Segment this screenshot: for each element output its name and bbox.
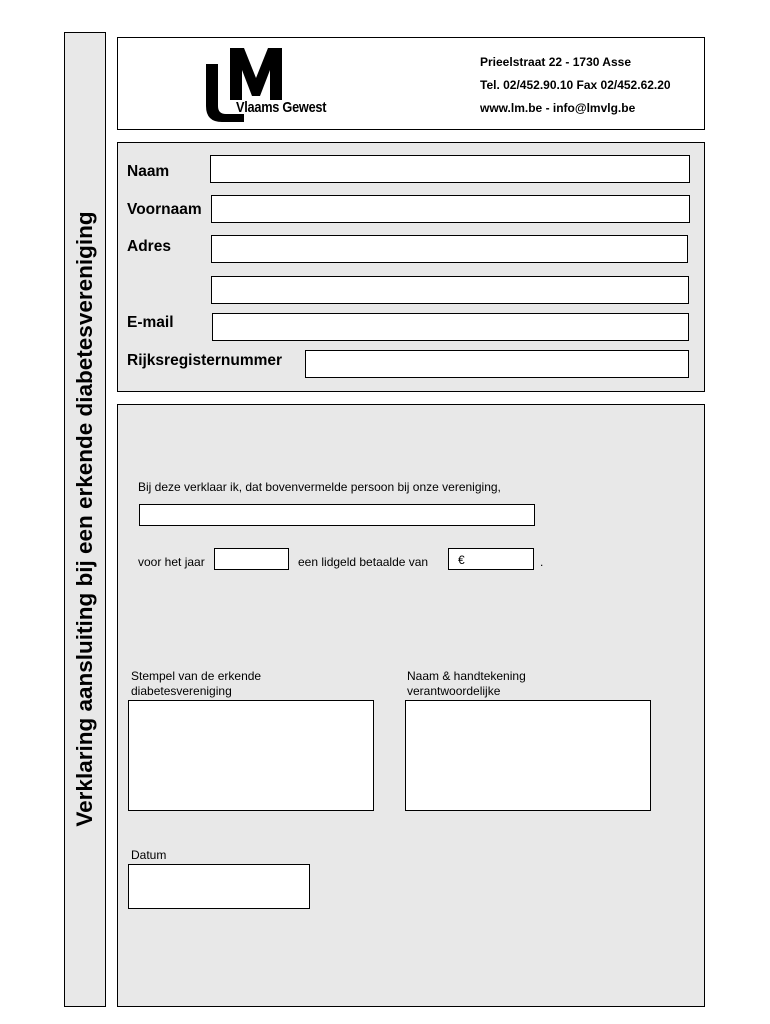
contact-web: www.lm.be - info@lmvlg.be bbox=[480, 101, 636, 115]
email-label: E-mail bbox=[127, 314, 174, 331]
fee-field[interactable] bbox=[448, 548, 534, 570]
date-field[interactable] bbox=[128, 864, 310, 909]
personal-data-section bbox=[117, 142, 705, 392]
contact-phone: Tel. 02/452.90.10 Fax 02/452.62.20 bbox=[480, 78, 671, 92]
sign-label-2: verantwoordelijke bbox=[407, 684, 501, 698]
declaration-section bbox=[117, 404, 705, 1007]
signature-box[interactable] bbox=[405, 700, 651, 811]
rijksregisternummer-label: Rijksregisternummer bbox=[127, 352, 283, 369]
period: . bbox=[540, 555, 544, 569]
sign-label-1: Naam & handtekening bbox=[407, 669, 526, 683]
email-field[interactable] bbox=[212, 313, 689, 341]
rijksregisternummer-field[interactable] bbox=[305, 350, 689, 378]
euro-sign: € bbox=[458, 553, 465, 567]
declaration-statement: Bij deze verklaar ik, dat bovenvermelde persoon bij onze vereniging, bbox=[138, 480, 501, 494]
voornaam-field[interactable] bbox=[211, 195, 690, 223]
header bbox=[117, 37, 705, 130]
date-label: Datum bbox=[131, 848, 167, 862]
adres-field-1[interactable] bbox=[211, 235, 688, 263]
logo-caption: Vlaams Gewest bbox=[236, 99, 327, 116]
stamp-label-1: Stempel van de erkende bbox=[131, 669, 262, 683]
year-field[interactable] bbox=[214, 548, 289, 570]
contact-address: Prieelstraat 22 - 1730 Asse bbox=[480, 55, 631, 69]
naam-label: Naam bbox=[127, 163, 170, 180]
adres-field-2[interactable] bbox=[211, 276, 689, 304]
association-name-field[interactable] bbox=[139, 504, 535, 526]
adres-label: Adres bbox=[127, 238, 171, 255]
fee-label: een lidgeld betaalde van bbox=[298, 555, 429, 569]
stamp-label-2: diabetesvereniging bbox=[131, 684, 232, 698]
voornaam-label: Voornaam bbox=[127, 201, 202, 218]
stamp-box[interactable] bbox=[128, 700, 374, 811]
form-title: Verklaring aansluiting bij een erkende diabetesvereniging bbox=[72, 211, 97, 827]
year-label: voor het jaar bbox=[138, 555, 205, 569]
naam-field[interactable] bbox=[210, 155, 690, 183]
